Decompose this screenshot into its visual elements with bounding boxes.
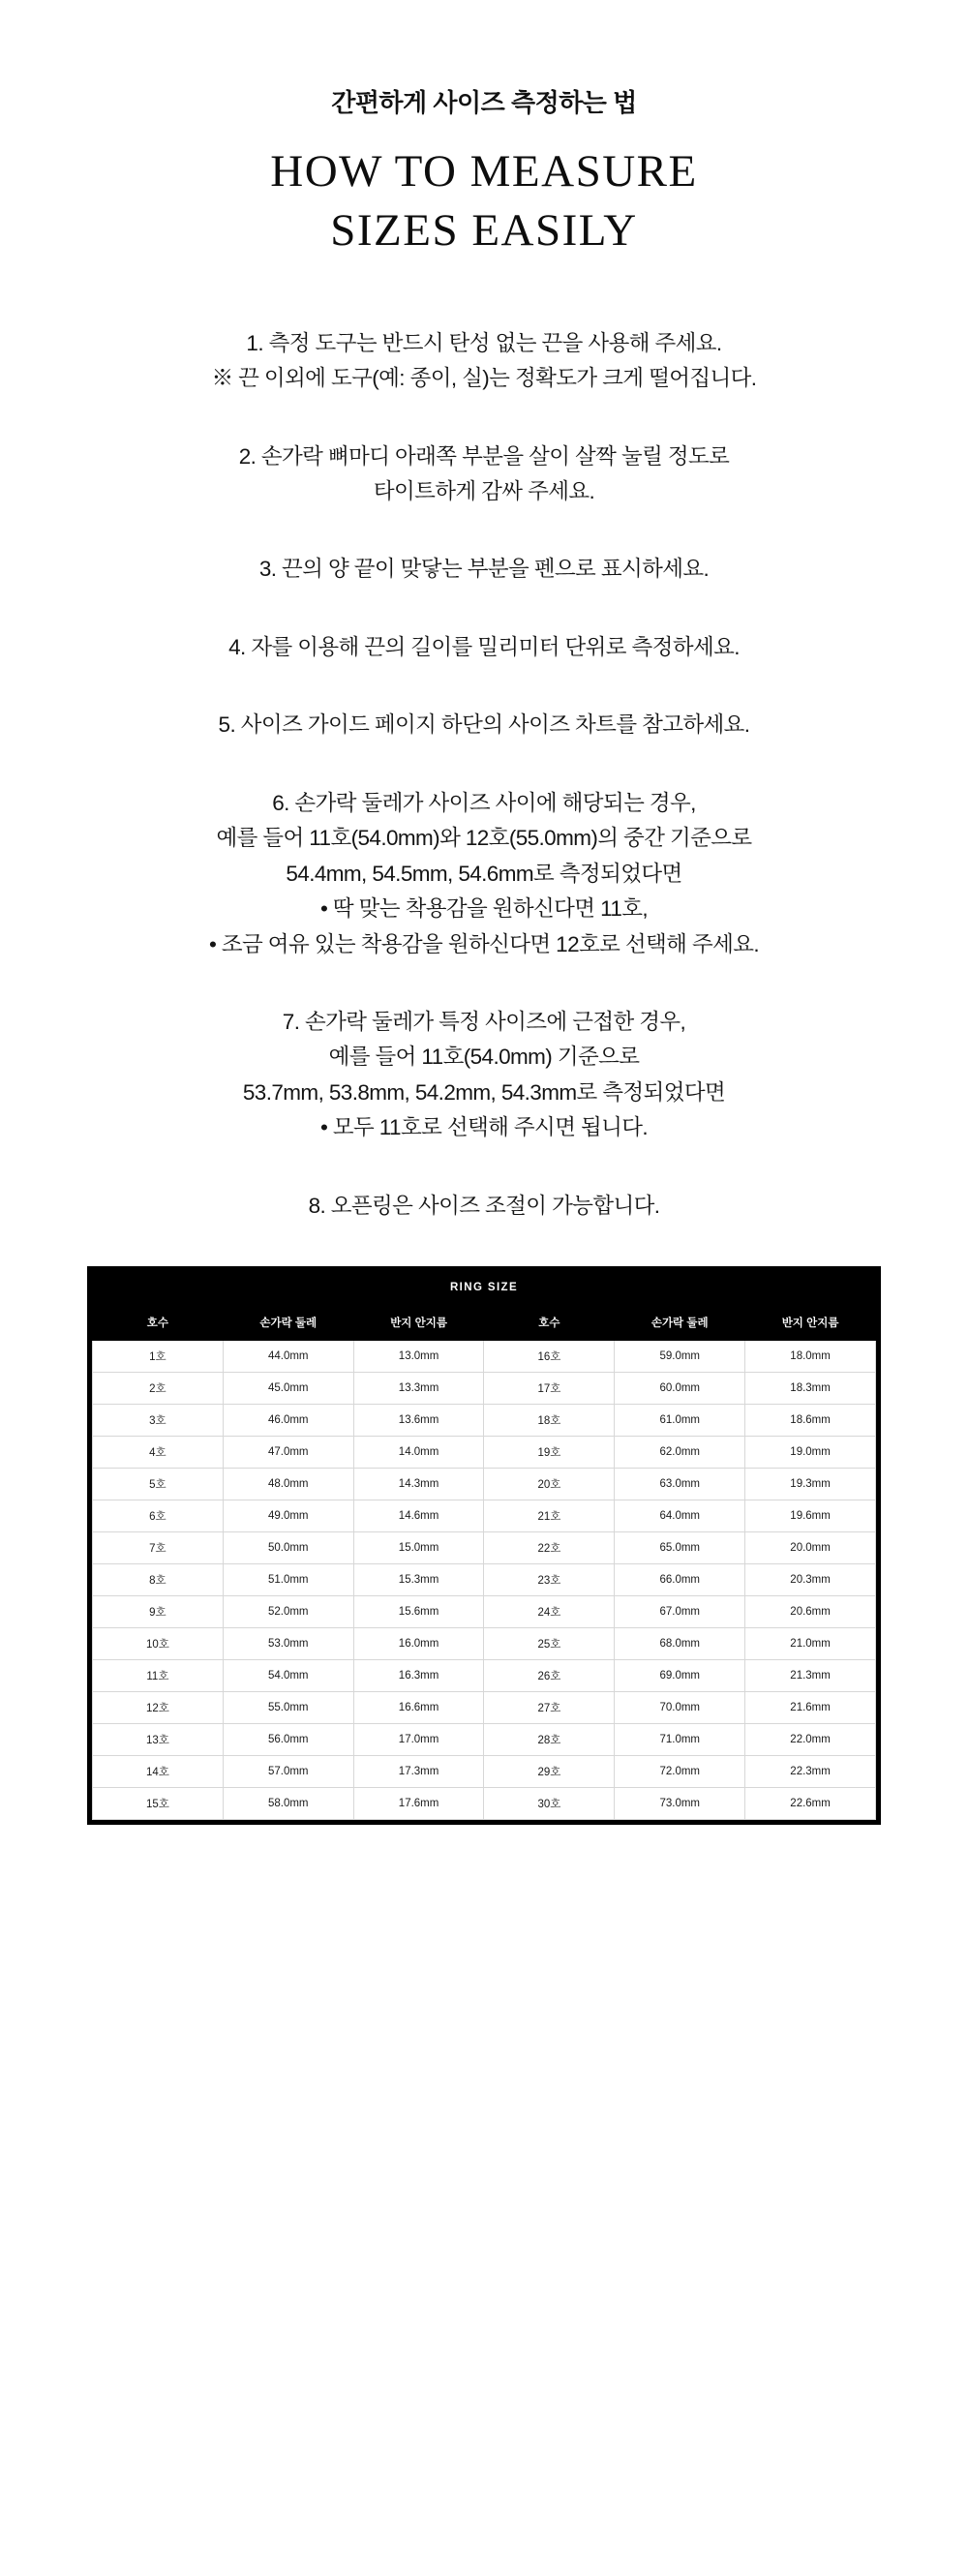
- table-row: [93, 1692, 876, 1724]
- table-column-header: 손가락 둘레: [223, 1305, 353, 1341]
- instruction-step-line: 53.7mm, 53.8mm, 54.2mm, 54.3mm로 측정되었다면: [242, 1079, 726, 1105]
- table-row: [93, 1660, 876, 1692]
- table-cell: 62.0mm: [615, 1437, 745, 1469]
- table-cell: 49.0mm: [223, 1500, 353, 1532]
- table-cell: 14호: [93, 1756, 224, 1788]
- table-column-header: 손가락 둘레: [615, 1305, 745, 1341]
- page-title-line-1: HOW TO MEASURE: [270, 145, 698, 197]
- table-cell: 2호: [93, 1373, 224, 1405]
- instruction-list: [0, 326, 968, 1224]
- table-cell: 53.0mm: [223, 1628, 353, 1660]
- table-cell: 73.0mm: [615, 1788, 745, 1820]
- table-header-row: [93, 1305, 876, 1341]
- table-cell: 23호: [484, 1564, 615, 1596]
- table-cell: 50.0mm: [223, 1532, 353, 1564]
- instruction-step-line: ※ 끈 이외에 도구(예: 종이, 실)는 정확도가 크게 떨어집니다.: [211, 366, 757, 391]
- table-cell: 3호: [93, 1405, 224, 1437]
- table-cell: 47.0mm: [223, 1437, 353, 1469]
- table-cell: 7호: [93, 1532, 224, 1564]
- table-row: [93, 1500, 876, 1532]
- table-cell: 16호: [484, 1341, 615, 1373]
- table-cell: 22호: [484, 1532, 615, 1564]
- table-row: [93, 1724, 876, 1756]
- table-cell: 18호: [484, 1405, 615, 1437]
- table-cell: 72.0mm: [615, 1756, 745, 1788]
- table-cell: 13호: [93, 1724, 224, 1756]
- instruction-step-line: • 딱 맞는 착용감을 원하신다면 11호,: [319, 896, 649, 922]
- table-column-header: 호수: [484, 1305, 615, 1341]
- table-column-header: 호수: [93, 1305, 224, 1341]
- table-row: [93, 1341, 876, 1373]
- table-cell: 14.0mm: [353, 1437, 484, 1469]
- table-cell: 45.0mm: [223, 1373, 353, 1405]
- table-row: [93, 1532, 876, 1564]
- table-cell: 21.6mm: [745, 1692, 876, 1724]
- ring-size-table: [92, 1271, 876, 1820]
- instruction-step: [0, 552, 968, 587]
- table-cell: 13.3mm: [353, 1373, 484, 1405]
- table-cell: 10호: [93, 1628, 224, 1660]
- page-kicker: 간편하게 사이즈 측정하는 법: [331, 88, 637, 117]
- table-row: [93, 1628, 876, 1660]
- table-cell: 1호: [93, 1341, 224, 1373]
- table-cell: 64.0mm: [615, 1500, 745, 1532]
- ring-size-table-head: [93, 1305, 876, 1341]
- instruction-step-line: 7. 손가락 둘레가 특정 사이즈에 근접한 경우,: [282, 1009, 686, 1034]
- table-cell: 61.0mm: [615, 1405, 745, 1437]
- page-title: [0, 145, 968, 258]
- table-cell: 20호: [484, 1469, 615, 1500]
- table-cell: 20.3mm: [745, 1564, 876, 1596]
- table-cell: 15.3mm: [353, 1564, 484, 1596]
- table-row: [93, 1373, 876, 1405]
- table-cell: 4호: [93, 1437, 224, 1469]
- page-title-line-2: SIZES EASILY: [330, 205, 638, 257]
- table-cell: 48.0mm: [223, 1469, 353, 1500]
- table-cell: 15.6mm: [353, 1596, 484, 1628]
- table-cell: 16.6mm: [353, 1692, 484, 1724]
- table-cell: 65.0mm: [615, 1532, 745, 1564]
- table-cell: 20.0mm: [745, 1532, 876, 1564]
- table-cell: 15.0mm: [353, 1532, 484, 1564]
- table-cell: 19.6mm: [745, 1500, 876, 1532]
- table-cell: 52.0mm: [223, 1596, 353, 1628]
- table-row: [93, 1596, 876, 1628]
- table-cell: 22.0mm: [745, 1724, 876, 1756]
- table-cell: 22.3mm: [745, 1756, 876, 1788]
- instruction-step: [0, 630, 968, 665]
- table-cell: 18.6mm: [745, 1405, 876, 1437]
- table-cell: 26호: [484, 1660, 615, 1692]
- table-cell: 14.3mm: [353, 1469, 484, 1500]
- table-cell: 13.6mm: [353, 1405, 484, 1437]
- instruction-step-line: 예를 들어 11호(54.0mm)와 12호(55.0mm)의 중간 기준으로: [216, 826, 752, 851]
- instruction-step-line: 2. 손가락 뼈마디 아래쪽 부분을 살이 살짝 눌릴 정도로: [238, 443, 730, 469]
- table-row: [93, 1437, 876, 1469]
- table-cell: 67.0mm: [615, 1596, 745, 1628]
- table-cell: 25호: [484, 1628, 615, 1660]
- instruction-step: [0, 439, 968, 510]
- table-cell: 21.3mm: [745, 1660, 876, 1692]
- table-row: [93, 1405, 876, 1437]
- instruction-step: [0, 708, 968, 742]
- table-cell: 22.6mm: [745, 1788, 876, 1820]
- table-cell: 19호: [484, 1437, 615, 1469]
- table-cell: 30호: [484, 1788, 615, 1820]
- ring-size-table-body: [93, 1341, 876, 1820]
- table-cell: 13.0mm: [353, 1341, 484, 1373]
- instruction-step: [0, 1189, 968, 1224]
- table-cell: 57.0mm: [223, 1756, 353, 1788]
- table-row: [93, 1756, 876, 1788]
- table-cell: 11호: [93, 1660, 224, 1692]
- table-cell: 15호: [93, 1788, 224, 1820]
- ring-size-table-wrapper: [87, 1266, 881, 1825]
- instruction-step-line: 4. 자를 이용해 끈의 길이를 밀리미터 단위로 측정하세요.: [228, 634, 740, 659]
- table-cell: 68.0mm: [615, 1628, 745, 1660]
- table-cell: 19.3mm: [745, 1469, 876, 1500]
- table-cell: 59.0mm: [615, 1341, 745, 1373]
- table-cell: 46.0mm: [223, 1405, 353, 1437]
- instruction-step-line: 타이트하게 감싸 주세요.: [373, 479, 595, 504]
- instruction-step-line: • 모두 11호로 선택해 주시면 됩니다.: [319, 1115, 649, 1140]
- table-cell: 19.0mm: [745, 1437, 876, 1469]
- instruction-step: [0, 786, 968, 962]
- instruction-step-line: 1. 측정 도구는 반드시 탄성 없는 끈을 사용해 주세요.: [246, 330, 722, 355]
- table-cell: 29호: [484, 1756, 615, 1788]
- table-cell: 14.6mm: [353, 1500, 484, 1532]
- instruction-step-line: 예를 들어 11호(54.0mm) 기준으로: [328, 1045, 640, 1070]
- ring-size-table-caption: RING SIZE: [92, 1271, 876, 1304]
- table-row: [93, 1469, 876, 1500]
- table-cell: 51.0mm: [223, 1564, 353, 1596]
- table-cell: 44.0mm: [223, 1341, 353, 1373]
- table-cell: 5호: [93, 1469, 224, 1500]
- table-cell: 9호: [93, 1596, 224, 1628]
- table-cell: 24호: [484, 1596, 615, 1628]
- table-cell: 71.0mm: [615, 1724, 745, 1756]
- instruction-step: [0, 326, 968, 397]
- table-cell: 60.0mm: [615, 1373, 745, 1405]
- instruction-step-line: 54.4mm, 54.5mm, 54.6mm로 측정되었다면: [286, 861, 682, 886]
- table-cell: 70.0mm: [615, 1692, 745, 1724]
- table-cell: 8호: [93, 1564, 224, 1596]
- table-cell: 27호: [484, 1692, 615, 1724]
- table-cell: 6호: [93, 1500, 224, 1532]
- table-cell: 54.0mm: [223, 1660, 353, 1692]
- table-cell: 16.3mm: [353, 1660, 484, 1692]
- table-cell: 58.0mm: [223, 1788, 353, 1820]
- table-row: [93, 1564, 876, 1596]
- table-row: [93, 1788, 876, 1820]
- table-cell: 55.0mm: [223, 1692, 353, 1724]
- instruction-step-line: 3. 끈의 양 끝이 맞닿는 부분을 펜으로 표시하세요.: [258, 557, 710, 582]
- bottom-spacer: [0, 1825, 968, 1902]
- table-cell: 17.3mm: [353, 1756, 484, 1788]
- table-cell: 21.0mm: [745, 1628, 876, 1660]
- instruction-step: [0, 1005, 968, 1146]
- table-cell: 18.0mm: [745, 1341, 876, 1373]
- table-cell: 21호: [484, 1500, 615, 1532]
- table-column-header: 반지 안지름: [353, 1305, 484, 1341]
- table-cell: 66.0mm: [615, 1564, 745, 1596]
- instruction-step-line: 8. 오픈링은 사이즈 조절이 가능합니다.: [308, 1193, 660, 1218]
- instruction-step-line: 6. 손가락 둘레가 사이즈 사이에 해당되는 경우,: [272, 790, 696, 815]
- instruction-step-line: • 조금 여유 있는 착용감을 원하신다면 12호로 선택해 주세요.: [208, 931, 760, 956]
- instruction-step-line: 5. 사이즈 가이드 페이지 하단의 사이즈 차트를 참고하세요.: [218, 712, 750, 738]
- table-cell: 56.0mm: [223, 1724, 353, 1756]
- table-cell: 16.0mm: [353, 1628, 484, 1660]
- table-cell: 28호: [484, 1724, 615, 1756]
- table-cell: 12호: [93, 1692, 224, 1724]
- table-column-header: 반지 안지름: [745, 1305, 876, 1341]
- table-cell: 17호: [484, 1373, 615, 1405]
- table-cell: 17.6mm: [353, 1788, 484, 1820]
- table-cell: 17.0mm: [353, 1724, 484, 1756]
- table-cell: 20.6mm: [745, 1596, 876, 1628]
- table-cell: 69.0mm: [615, 1660, 745, 1692]
- table-cell: 18.3mm: [745, 1373, 876, 1405]
- table-cell: 63.0mm: [615, 1469, 745, 1500]
